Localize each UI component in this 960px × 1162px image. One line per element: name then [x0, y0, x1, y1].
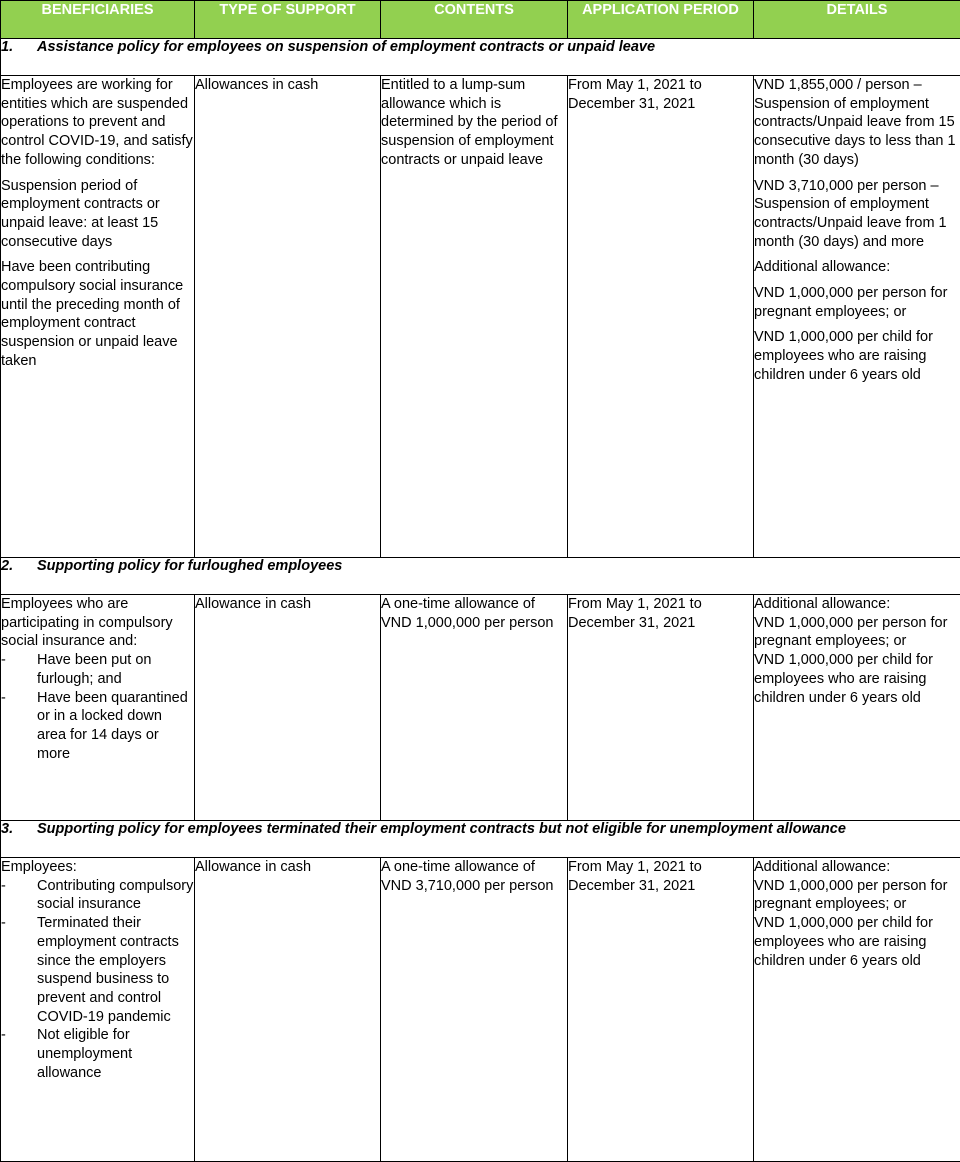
list-item [1, 1026, 194, 1082]
details-text: VND 1,000,000 per child for employees who are raising children under 6 years old [754, 328, 960, 384]
table-row [1, 76, 960, 558]
details-text: VND 1,000,000 per child for employees who are raising children under 6 years old [754, 914, 960, 970]
list-item-text: Terminated their employment contracts since the employers suspend business to prevent and control COVID-19 pandemic [37, 915, 179, 1025]
beneficiaries-text: Suspension period of employment contracts or unpaid leave: at least 15 consecutive days [1, 177, 194, 252]
header-application-period: APPLICATION PERIOD [568, 1, 754, 39]
section-title-text: Supporting policy for furloughed employees [37, 558, 342, 574]
list-marker: - [1, 914, 6, 933]
beneficiaries-cell [1, 76, 195, 558]
list-marker: - [1, 689, 6, 708]
details-cell [754, 858, 960, 1162]
type-of-support-cell: Allowances in cash [195, 76, 381, 558]
list-marker: - [1, 1026, 6, 1045]
list-marker: - [1, 877, 6, 896]
application-period-cell: From May 1, 2021 to December 31, 2021 [568, 595, 754, 821]
list-item [1, 877, 194, 914]
beneficiaries-cell [1, 595, 195, 821]
list-item [1, 914, 194, 1026]
details-text: VND 1,855,000 / person – Suspension of employment contracts/Unpaid leave from 15 consecutive days to less than 1 month (30 days) [754, 76, 960, 170]
details-cell [754, 595, 960, 821]
contents-cell: Entitled to a lump-sum allowance which is determined by the period of suspension of employment contracts or unpaid leave [381, 76, 568, 558]
list-item [1, 689, 194, 764]
details-cell [754, 76, 960, 558]
beneficiaries-cell [1, 858, 195, 1162]
details-text: VND 1,000,000 per person for pregnant employees; or [754, 877, 960, 914]
details-text: Additional allowance: [754, 595, 960, 614]
type-of-support-cell: Allowance in cash [195, 858, 381, 1162]
list-item-text: Not eligible for unemployment allowance [37, 1027, 132, 1080]
section-3-title [1, 821, 960, 858]
section-number: 3. [1, 821, 37, 837]
table-row [1, 858, 960, 1162]
section-title-row [1, 821, 960, 858]
list-item-text: Have been quarantined or in a locked down area for 14 days or more [37, 690, 188, 762]
section-number: 1. [1, 39, 37, 55]
beneficiaries-list [1, 877, 194, 1083]
header-contents: CONTENTS [381, 1, 568, 39]
section-title-row [1, 558, 960, 595]
beneficiaries-intro: Employees: [1, 858, 194, 877]
list-item [1, 651, 194, 688]
beneficiaries-text: Have been contributing compulsory social insurance until the preceding month of employment contract suspension or unpaid leave taken [1, 258, 194, 370]
contents-cell: A one-time allowance of VND 1,000,000 per person [381, 595, 568, 821]
section-number: 2. [1, 558, 37, 574]
section-title-text: Supporting policy for employees terminated their employment contracts but not eligible for unemployment allowance [37, 821, 846, 837]
contents-cell: A one-time allowance of VND 3,710,000 per person [381, 858, 568, 1162]
section-title-text: Assistance policy for employees on suspension of employment contracts or unpaid leave [37, 39, 655, 55]
section-1-title [1, 39, 960, 76]
details-text: VND 1,000,000 per person for pregnant employees; or [754, 614, 960, 651]
application-period-cell: From May 1, 2021 to December 31, 2021 [568, 76, 754, 558]
beneficiaries-intro: Employees who are participating in compulsory social insurance and: [1, 595, 194, 651]
list-item-text: Contributing compulsory social insurance [37, 878, 193, 913]
beneficiaries-list [1, 651, 194, 763]
beneficiaries-text: Employees are working for entities which are suspended operations to prevent and control COVID-19, and satisfy the following conditions: [1, 76, 194, 170]
details-text: Additional allowance: [754, 258, 960, 277]
type-of-support-cell: Allowance in cash [195, 595, 381, 821]
table-row [1, 595, 960, 821]
list-marker: - [1, 651, 6, 670]
section-2-title [1, 558, 960, 595]
details-text: VND 1,000,000 per person for pregnant employees; or [754, 284, 960, 321]
details-text: Additional allowance: [754, 858, 960, 877]
header-details: DETAILS [754, 1, 960, 39]
header-beneficiaries: BENEFICIARIES [1, 1, 195, 39]
list-item-text: Have been put on furlough; and [37, 652, 151, 687]
application-period-cell: From May 1, 2021 to December 31, 2021 [568, 858, 754, 1162]
header-row [1, 1, 960, 39]
section-title-row [1, 39, 960, 76]
details-text: VND 3,710,000 per person – Suspension of employment contracts/Unpaid leave from 1 month (30 days) and more [754, 177, 960, 252]
header-type-of-support: TYPE OF SUPPORT [195, 1, 381, 39]
details-text: VND 1,000,000 per child for employees who are raising children under 6 years old [754, 651, 960, 707]
